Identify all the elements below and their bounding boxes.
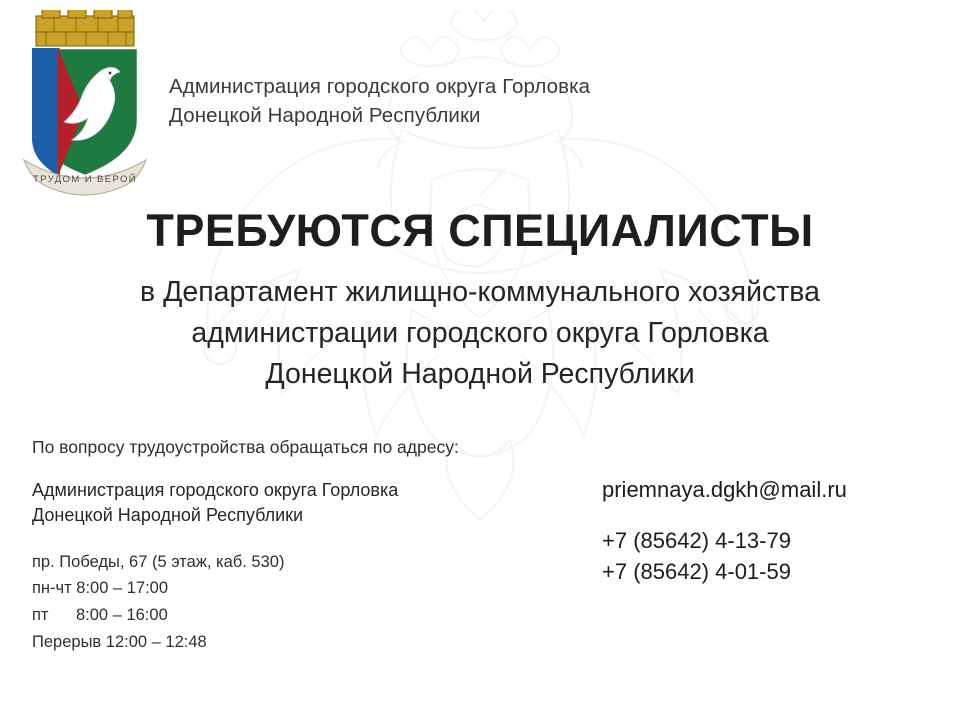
page-title: ТРЕБУЮТСЯ СПЕЦИАЛИСТЫ [146,205,814,256]
page-subtitle [0,272,960,395]
header-line-2: Донецкой Народной Республики [169,104,481,128]
contact-email[interactable]: priemnaya.dgkh@mail.ru [602,476,847,502]
contacts-hours-break: Перерыв 12:00 – 12:48 [32,632,207,651]
subtitle-line-3: Донецкой Народной Республики [265,357,695,390]
emblem-motto-text: ТРУДОМ И ВЕРОЙ [32,174,138,185]
gorlovka-coat-of-arms-icon [18,10,153,200]
contacts-organization [32,478,602,529]
document-header [0,0,960,200]
contacts-section [0,437,960,656]
subtitle-line-2: администрации городского округа Горловка [191,316,769,349]
contacts-hours-weekdays: пн-чт 8:00 – 17:00 [32,579,169,598]
contact-phone-2[interactable]: +7 (85642) 4-01-59 [602,558,791,584]
contacts-details [32,549,602,656]
contacts-org-line-1: Администрация городского округа Горловка [32,479,399,500]
subtitle-line-1: в Департамент жилищно-коммунального хозяйства [140,275,820,308]
contact-phone-1[interactable]: +7 (85642) 4-13-79 [602,527,791,553]
contacts-right-column [602,437,934,587]
contacts-org-line-2: Донецкой Народной Республики [32,505,304,526]
contacts-hours-friday: пт 8:00 – 16:00 [32,606,168,625]
header-organization-text [169,72,590,130]
headline-block [0,206,960,395]
contacts-address: пр. Победы, 67 (5 этаж, каб. 530) [32,552,285,571]
contacts-left-column [32,437,602,656]
header-line-1: Администрация городского округа Горловка [169,75,591,98]
contacts-lead-text: По вопросу трудоустройства обращаться по адресу: [32,436,459,457]
